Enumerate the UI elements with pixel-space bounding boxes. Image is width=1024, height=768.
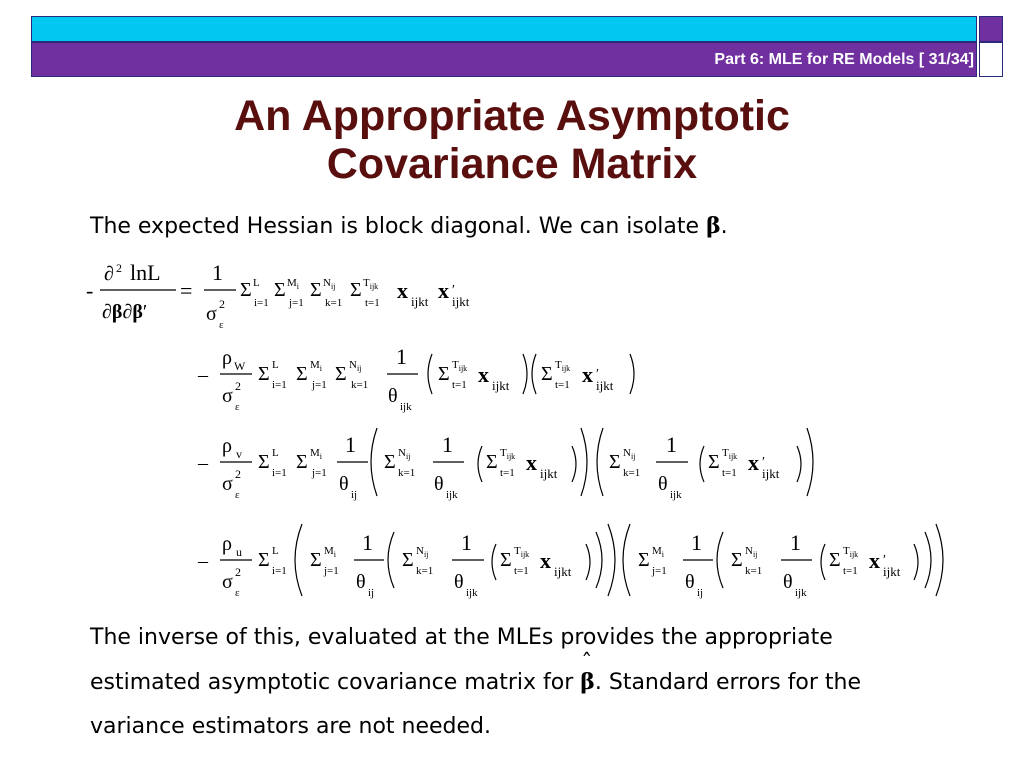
svg-text:ij: ij [697, 587, 704, 599]
svg-text:ijkt: ijkt [411, 294, 429, 309]
svg-text:x: x [478, 362, 489, 387]
svg-text:′: ′ [596, 367, 600, 382]
slide-title [0, 92, 1024, 188]
svg-text:θ: θ [783, 571, 793, 593]
svg-text:ρ: ρ [222, 533, 232, 555]
svg-text:t=1: t=1 [722, 467, 737, 479]
svg-text:ρ: ρ [222, 347, 232, 369]
svg-text:ijk: ijk [795, 587, 807, 599]
svg-text:2: 2 [235, 467, 241, 481]
svg-text:i=1: i=1 [272, 379, 287, 391]
svg-text:Nij: $N_{ij}$ [623, 447, 636, 461]
svg-text:Tijk: $T_{ijk}$ [722, 447, 738, 461]
svg-text:Σ: Σ [708, 451, 720, 473]
svg-text:ρ: ρ [222, 435, 232, 457]
svg-text:j=1: j=1 [652, 565, 667, 577]
svg-text:Σ: Σ [731, 549, 743, 571]
svg-text:Σ: Σ [541, 363, 553, 385]
svg-text:Σ: Σ [258, 451, 270, 473]
svg-text:t=1: t=1 [365, 297, 380, 309]
svg-text:1: 1 [442, 432, 453, 457]
svg-text:1: 1 [666, 432, 677, 457]
svg-text:′: ′ [452, 283, 456, 298]
svg-text:ijkt: ijkt [492, 378, 510, 393]
svg-text:t=1: t=1 [500, 467, 515, 479]
svg-text:1: 1 [790, 530, 801, 555]
svg-text:k=1: k=1 [398, 467, 416, 479]
svg-text:σ: σ [222, 571, 233, 593]
svg-text:σ: σ [222, 385, 233, 407]
svg-text:k=1: k=1 [351, 379, 369, 391]
svg-text:u: u [236, 545, 242, 559]
svg-text:ijkt: ijkt [452, 294, 470, 309]
intro-end: . [720, 214, 728, 239]
svg-text:-: - [86, 278, 94, 303]
closing-line2 [90, 660, 970, 705]
svg-text:σ: σ [206, 303, 217, 325]
svg-text:Tijk: $T_{ijk}$ [514, 545, 530, 559]
svg-text:Σ: Σ [258, 549, 270, 571]
svg-text:Σ: Σ [384, 451, 396, 473]
svg-text:1: 1 [691, 530, 702, 555]
svg-text:ijk: ijk [446, 489, 458, 501]
svg-text:–: – [198, 452, 208, 474]
svg-text:ε: ε [219, 319, 224, 331]
svg-text:x: x [748, 450, 759, 475]
svg-text:i=1: i=1 [272, 565, 287, 577]
svg-text:–: – [198, 364, 208, 386]
intro-text [90, 213, 728, 239]
svg-text:2: 2 [116, 261, 122, 275]
svg-text:′: ′ [762, 455, 766, 470]
closing-line2-start: estimated asymptotic covariance matrix for [90, 670, 581, 695]
svg-text:j=1: j=1 [324, 565, 339, 577]
svg-text:j=1: j=1 [312, 379, 327, 391]
svg-text:θ: θ [356, 571, 366, 593]
svg-text:k=1: k=1 [745, 565, 763, 577]
svg-text:x: x [526, 450, 537, 475]
svg-text:k=1: k=1 [325, 297, 343, 309]
svg-text:Mi: $M_i$ [310, 447, 323, 461]
svg-text:k=1: k=1 [623, 467, 641, 479]
svg-text:L: L [253, 277, 260, 289]
slide-title-line2: Covariance Matrix [326, 140, 698, 188]
svg-text:L: L [272, 545, 279, 557]
svg-text:ijkt: ijkt [883, 564, 901, 579]
hessian-formula [0, 250, 1024, 620]
svg-text:t=1: t=1 [452, 379, 467, 391]
svg-text:1: 1 [461, 530, 472, 555]
svg-text:Σ: Σ [335, 363, 347, 385]
svg-text:Nij: $N_{ij}$ [398, 447, 411, 461]
svg-text:σ: σ [222, 473, 233, 495]
beta-hat-symbol: ˆ β [580, 660, 595, 704]
svg-text:Tijk: $T_{ijk}$ [555, 359, 571, 373]
svg-text:Mi: $M_i$ [324, 545, 337, 559]
svg-text:i=1: i=1 [272, 467, 287, 479]
closing-line1: The inverse of this, evaluated at the MLEs provides the appropriate [90, 625, 833, 650]
svg-text:θ: θ [454, 571, 464, 593]
svg-text:Σ: Σ [296, 363, 308, 385]
svg-text:ijkt: ijkt [762, 466, 780, 481]
svg-text:Σ: Σ [486, 451, 498, 473]
svg-text:Σ: Σ [402, 549, 414, 571]
svg-text:Tijk: $T_{ijk}$ [452, 359, 468, 373]
svg-text:Σ: Σ [829, 549, 841, 571]
svg-text:Σ: Σ [500, 549, 512, 571]
svg-text:ij: ij [368, 587, 375, 599]
intro-sentence: The expected Hessian is block diagonal. We can isolate [90, 214, 707, 239]
svg-text:ε: ε [235, 587, 240, 599]
svg-text:θ: θ [388, 385, 398, 407]
svg-text:ij: ij [351, 489, 358, 501]
svg-text:Mi: $M_i$ [287, 277, 300, 291]
svg-text:t=1: t=1 [843, 565, 858, 577]
svg-text:1: 1 [396, 344, 407, 369]
svg-text:θ: θ [685, 571, 695, 593]
svg-text:Nij: $N_{ij}$ [349, 359, 362, 373]
svg-text:x: x [582, 362, 593, 387]
svg-text:Tijk: $T_{ijk}$ [500, 447, 516, 461]
svg-text:ijkt: ijkt [540, 466, 558, 481]
svg-text:Tijk: $T_{ijk}$ [843, 545, 859, 559]
svg-text:1: 1 [212, 260, 223, 285]
svg-text:θ: θ [658, 473, 668, 495]
svg-text:θ: θ [434, 473, 444, 495]
svg-text:–: – [198, 550, 208, 572]
intro-beta: β [706, 213, 721, 239]
svg-text:x: x [438, 278, 449, 303]
svg-text:2: 2 [235, 565, 241, 579]
svg-text:Σ: Σ [638, 549, 650, 571]
svg-text:′: ′ [883, 553, 887, 568]
svg-text:Mi: $M_i$ [310, 359, 323, 373]
svg-text:∂: ∂ [104, 263, 114, 285]
header-corner-square-bottom [979, 42, 1003, 77]
svg-text:lnL: lnL [130, 260, 161, 285]
svg-text:Nij: $N_{ij}$ [323, 277, 336, 291]
svg-text:v: v [236, 447, 242, 461]
svg-text:ijkt: ijkt [596, 378, 614, 393]
svg-text:i=1: i=1 [254, 297, 269, 309]
svg-text:Σ: Σ [609, 451, 621, 473]
svg-text:2: 2 [235, 379, 241, 393]
svg-text:k=1: k=1 [416, 565, 434, 577]
svg-text:Σ: Σ [258, 363, 270, 385]
svg-text:Tijk: $T_{ijk}$ [363, 277, 379, 291]
svg-text:∂β∂β′: ∂β∂β′ [102, 301, 148, 323]
svg-text:t=1: t=1 [555, 379, 570, 391]
slide-label: Part 6: MLE for RE Models [ 31/34] [714, 51, 974, 68]
header-corner-square-top [979, 16, 1003, 42]
svg-text:L: L [272, 447, 279, 459]
svg-text:j=1: j=1 [289, 297, 304, 309]
svg-text:W: W [234, 359, 246, 373]
svg-text:Mi: $M_i$ [652, 545, 665, 559]
slide-title-line1: An Appropriate Asymptotic [234, 92, 790, 140]
svg-text:ε: ε [235, 489, 240, 501]
svg-text:1: 1 [345, 432, 356, 457]
svg-text:Nij: $N_{ij}$ [416, 545, 429, 559]
header-bar-top [31, 16, 977, 42]
svg-text:Σ: Σ [310, 279, 322, 301]
svg-text:x: x [540, 548, 551, 573]
closing-line3: variance estimators are not needed. [90, 714, 492, 739]
svg-text:L: L [272, 359, 279, 371]
svg-text:2: 2 [219, 297, 225, 311]
closing-paragraph [90, 616, 970, 749]
svg-text:Σ: Σ [310, 549, 322, 571]
svg-text:Σ: Σ [438, 363, 450, 385]
svg-text:ijk: ijk [466, 587, 478, 599]
svg-text:x: x [397, 278, 408, 303]
svg-text:θ: θ [339, 473, 349, 495]
svg-text:Nij: $N_{ij}$ [745, 545, 758, 559]
svg-text:j=1: j=1 [312, 467, 327, 479]
svg-text:Σ: Σ [296, 451, 308, 473]
svg-text:t=1: t=1 [514, 565, 529, 577]
svg-text:x: x [869, 548, 880, 573]
svg-text:Σ: Σ [274, 279, 286, 301]
svg-text:ijk: ijk [400, 401, 412, 413]
svg-text:ε: ε [235, 401, 240, 413]
svg-text:Σ: Σ [240, 279, 252, 301]
svg-text:ijkt: ijkt [554, 564, 572, 579]
svg-text:1: 1 [362, 530, 373, 555]
svg-text:Σ: Σ [350, 279, 362, 301]
closing-line2-end: . Standard errors for the [594, 670, 862, 695]
svg-text:=: = [180, 278, 193, 303]
svg-text:ijk: ijk [670, 489, 682, 501]
